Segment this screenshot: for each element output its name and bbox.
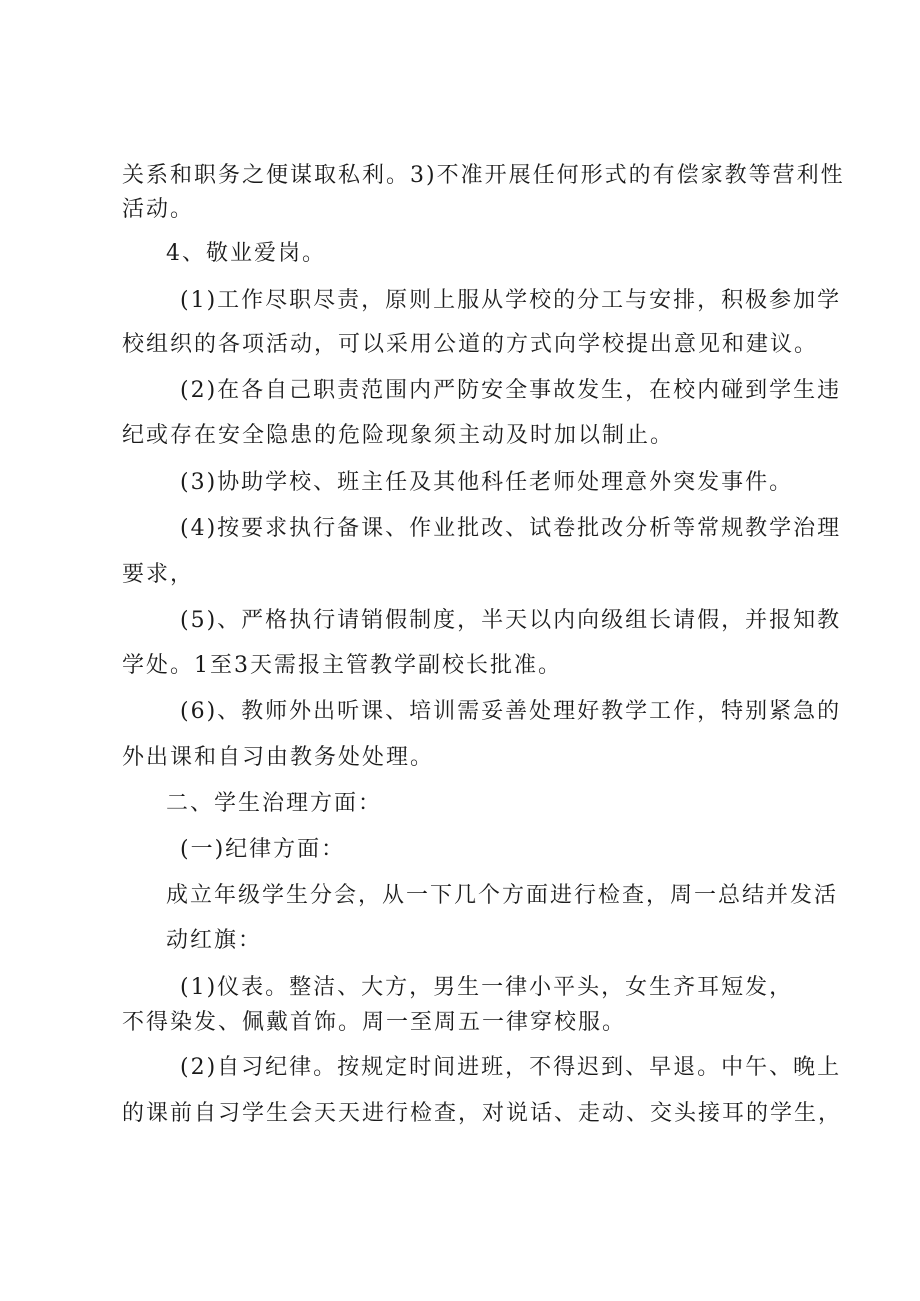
paragraph-line: (1)工作尽职尽责，原则上服从学校的分工与安排，积极参加学	[180, 288, 842, 313]
paragraph-line: (3)协助学校、班主任及其他科任老师处理意外突发事件。	[180, 470, 794, 495]
paragraph-line: (5)、严格执行请销假制度，半天以内向级组长请假，并报知教	[180, 608, 842, 633]
paragraph-line: 关系和职务之便谋取私利。3)不准开展任何形式的有偿家教等营利性	[122, 163, 845, 188]
paragraph-line: 外出课和自习由教务处处理。	[122, 745, 435, 770]
paragraph-line: 校组织的各项活动，可以采用公道的方式向学校提出意见和建议。	[122, 332, 819, 357]
paragraph-line: 纪或存在安全隐患的危险现象须主动及时加以制止。	[122, 423, 675, 448]
paragraph-line: 活动。	[122, 197, 195, 222]
paragraph-line: 不得染发、佩戴首饰。周一至周五一律穿校服。	[122, 1010, 627, 1035]
paragraph-line: 的课前自习学生会天天进行检查，对说话、走动、交头接耳的学生，	[122, 1101, 843, 1126]
paragraph-line: (6)、教师外出听课、培训需妥善处理好教学工作，特别紧急的	[180, 699, 842, 724]
section-heading: 二、学生治理方面：	[166, 791, 383, 816]
paragraph-line: (2)在各自己职责范围内严防安全事故发生，在校内碰到学生违	[180, 378, 842, 403]
subsection-heading: (一)纪律方面：	[180, 837, 346, 862]
paragraph-line: 学处。1至3天需报主管教学副校长批准。	[122, 653, 562, 678]
paragraph-line: 成立年级学生分会，从一下几个方面进行检查，周一总结并发活	[166, 883, 839, 908]
paragraph-line: (1)仪表。整洁、大方，男生一律小平头，女生齐耳短发，	[180, 975, 794, 1000]
paragraph-line: (2)自习纪律。按规定时间进班，不得迟到、早退。中午、晚上	[180, 1055, 842, 1080]
paragraph-line: (4)按要求执行备课、作业批改、试卷批改分析等常规教学治理	[180, 516, 842, 541]
section-heading: 4、敬业爱岗。	[166, 241, 326, 266]
paragraph-line: 动红旗：	[166, 928, 263, 953]
paragraph-line: 要求，	[122, 562, 195, 587]
